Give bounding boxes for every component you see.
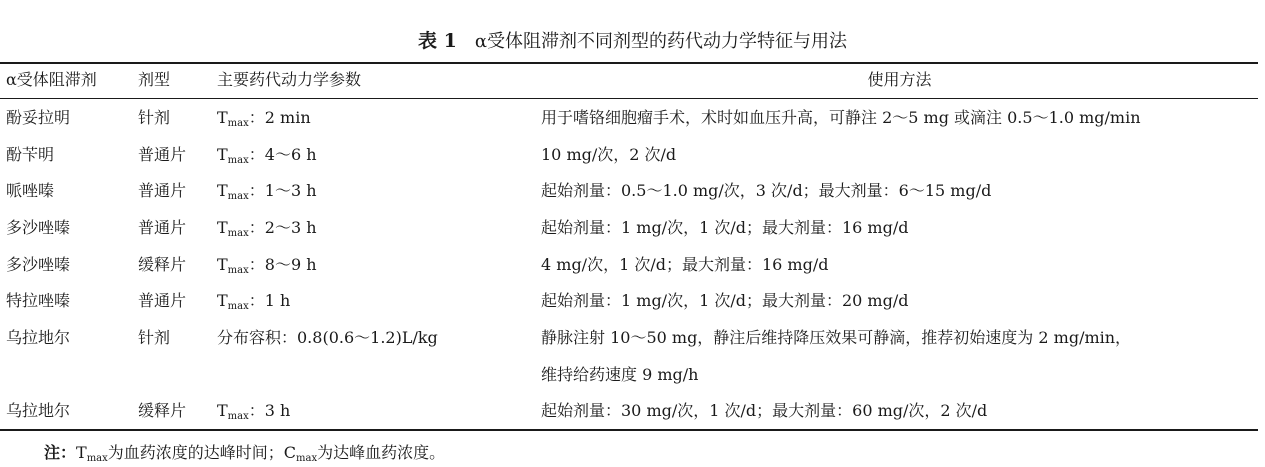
usage-text: 起始剂量：1 mg/次，1 次/d；最大剂量：16 mg/d — [541, 218, 909, 237]
usage-text: 维持给药速度 9 mg/h — [541, 365, 699, 384]
dosage-form: 针剂 — [138, 328, 171, 347]
param-subscript: max — [227, 118, 249, 129]
note-c-text: 为达峰血药浓度。 — [317, 443, 446, 462]
usage-text: 10 mg/次，2 次/d — [541, 145, 677, 164]
param-symbol: T — [217, 255, 228, 274]
drug-name: 酚苄明 — [6, 145, 55, 164]
usage-text: 起始剂量：1 mg/次，1 次/d；最大剂量：20 mg/d — [541, 291, 909, 310]
note-c-symbol: C — [283, 443, 297, 462]
drug-name: 特拉唑嗪 — [6, 291, 71, 310]
param-subscript: max — [227, 191, 249, 202]
bottom-rule — [0, 429, 1258, 431]
header-drug: α受体阻滞剂 — [6, 70, 97, 89]
param-subscript: max — [227, 228, 249, 239]
usage-text: 起始剂量：30 mg/次，1 次/d；最大剂量：60 mg/次，2 次/d — [541, 401, 988, 420]
usage-text: 起始剂量：0.5～1.0 mg/次，3 次/d；最大剂量：6～15 mg/d — [541, 181, 992, 200]
usage-text: 静脉注射 10～50 mg，静注后维持降压效果可静滴，推荐初始速度为 2 mg/min， — [541, 328, 1132, 347]
drug-name: 多沙唑嗪 — [6, 255, 71, 274]
header-form: 剂型 — [138, 70, 171, 89]
param-value: ：8～9 h — [248, 255, 317, 274]
dosage-form: 普通片 — [138, 218, 187, 237]
header-params: 主要药代动力学参数 — [217, 70, 362, 89]
dosage-form: 普通片 — [138, 145, 187, 164]
usage-text: 用于嗜铬细胞瘤手术，术时如血压升高，可静注 2～5 mg 或滴注 0.5～1.0 mg/min — [541, 108, 1141, 127]
param-symbol: T — [217, 108, 228, 127]
note-t-text: 为血药浓度的达峰时间； — [107, 443, 284, 462]
note-t-symbol: T — [76, 443, 87, 462]
pk-parameter — [217, 255, 317, 275]
top-rule — [0, 62, 1258, 64]
drug-name: 酚妥拉明 — [6, 108, 71, 127]
dosage-form: 普通片 — [138, 291, 187, 310]
dosage-form: 缓释片 — [138, 401, 187, 420]
header-rule — [0, 98, 1258, 99]
pk-parameter — [217, 181, 317, 201]
pk-parameter — [217, 108, 311, 128]
param-subscript: max — [227, 155, 249, 166]
param-subscript: max — [227, 265, 249, 276]
usage-text: 4 mg/次，1 次/d；最大剂量：16 mg/d — [541, 255, 829, 274]
dosage-form: 普通片 — [138, 181, 187, 200]
param-value: 分布容积：0.8(0.6～1.2)L/kg — [217, 328, 438, 347]
param-value: ：1 h — [248, 291, 291, 310]
table-title — [0, 28, 1265, 55]
table-caption: α受体阻滞剂不同剂型的药代动力学特征与用法 — [474, 31, 847, 52]
note-label: 注： — [44, 443, 77, 462]
param-value: ：3 h — [248, 401, 291, 420]
drug-name: 乌拉地尔 — [6, 328, 71, 347]
param-symbol: T — [217, 145, 228, 164]
param-value: ：4～6 h — [248, 145, 317, 164]
param-symbol: T — [217, 401, 228, 420]
table-number: 表 1 — [418, 30, 457, 52]
param-value: ：2 min — [248, 108, 311, 127]
param-symbol: T — [217, 218, 228, 237]
param-symbol: T — [217, 181, 228, 200]
dosage-form: 缓释片 — [138, 255, 187, 274]
pk-parameter — [217, 291, 290, 311]
pk-parameter — [217, 145, 317, 165]
param-subscript: max — [227, 411, 249, 422]
param-symbol: T — [217, 291, 228, 310]
note-c-subscript: max — [296, 453, 318, 464]
pk-parameter — [217, 328, 438, 348]
pk-parameter — [217, 218, 317, 238]
drug-name: 哌唑嗪 — [6, 181, 55, 200]
drug-name: 多沙唑嗪 — [6, 218, 71, 237]
note-t-subscript: max — [86, 453, 108, 464]
pk-parameter — [217, 401, 290, 421]
dosage-form: 针剂 — [138, 108, 171, 127]
param-value: ：2～3 h — [248, 218, 317, 237]
header-usage: 使用方法 — [867, 70, 932, 89]
drug-name: 乌拉地尔 — [6, 401, 71, 420]
param-subscript: max — [227, 301, 249, 312]
param-value: ：1～3 h — [248, 181, 317, 200]
table-note — [44, 443, 445, 463]
